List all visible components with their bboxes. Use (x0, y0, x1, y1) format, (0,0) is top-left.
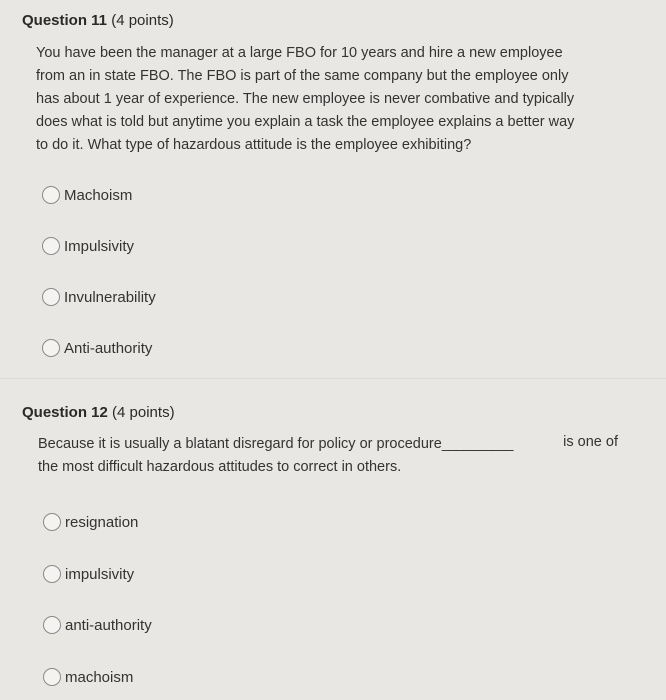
question-11-text (36, 42, 574, 157)
question-divider (0, 378, 666, 379)
q11-option-invulnerability[interactable] (42, 288, 156, 306)
option-label: resignation (65, 513, 139, 531)
question-11-points: (4 points) (111, 12, 174, 29)
fill-in-blank: __________ (441, 436, 513, 452)
radio-button[interactable] (43, 668, 61, 686)
question-12-points: (4 points) (112, 404, 175, 421)
option-label: Invulnerability (64, 288, 156, 306)
question-11-line: to do it. What type of hazardous attitude is the employee exhibiting? (36, 137, 472, 153)
question-12-line-1 (38, 433, 628, 456)
question-11-header (22, 12, 174, 29)
option-label: anti-authority (65, 616, 152, 634)
question-11-line: You have been the manager at a large FBO for 10 years and hire a new employee (36, 45, 563, 61)
question-12-text-end: is one of (563, 434, 618, 450)
radio-button[interactable] (42, 237, 60, 255)
q12-option-impulsivity[interactable] (43, 565, 134, 583)
option-label: Machoism (64, 186, 133, 204)
q11-option-impulsivity[interactable] (42, 237, 134, 255)
question-12-header (22, 404, 175, 421)
option-label: Impulsivity (64, 237, 135, 255)
option-label: machoism (65, 668, 134, 686)
q11-option-anti-authority[interactable] (42, 339, 152, 357)
question-12-line-2: the most difficult hazardous attitudes to correct in others. (38, 459, 402, 475)
question-12-text (38, 433, 628, 479)
q12-option-anti-authority[interactable] (43, 616, 152, 634)
question-12-text-start: Because it is usually a blatant disregard for policy or procedure (38, 436, 442, 452)
radio-button[interactable] (43, 616, 61, 634)
q11-option-machoism[interactable] (42, 186, 132, 204)
question-11-title: Question 11 (22, 12, 108, 29)
q12-option-machoism[interactable] (43, 668, 133, 686)
radio-button[interactable] (42, 186, 60, 204)
radio-button[interactable] (42, 339, 60, 357)
radio-button[interactable] (42, 288, 60, 306)
question-11-line: has about 1 year of experience. The new employee is never combative and typically (36, 91, 575, 107)
question-11-line: from an in state FBO. The FBO is part of the same company but the employee only (36, 68, 569, 84)
question-12-title: Question 12 (22, 404, 108, 421)
radio-button[interactable] (43, 513, 61, 531)
option-label: impulsivity (65, 565, 135, 583)
q12-option-resignation[interactable] (43, 513, 138, 531)
question-11-line: does what is told but anytime you explain a task the employee explains a better way (36, 114, 575, 130)
option-label: Anti-authority (64, 339, 153, 357)
radio-button[interactable] (43, 565, 61, 583)
